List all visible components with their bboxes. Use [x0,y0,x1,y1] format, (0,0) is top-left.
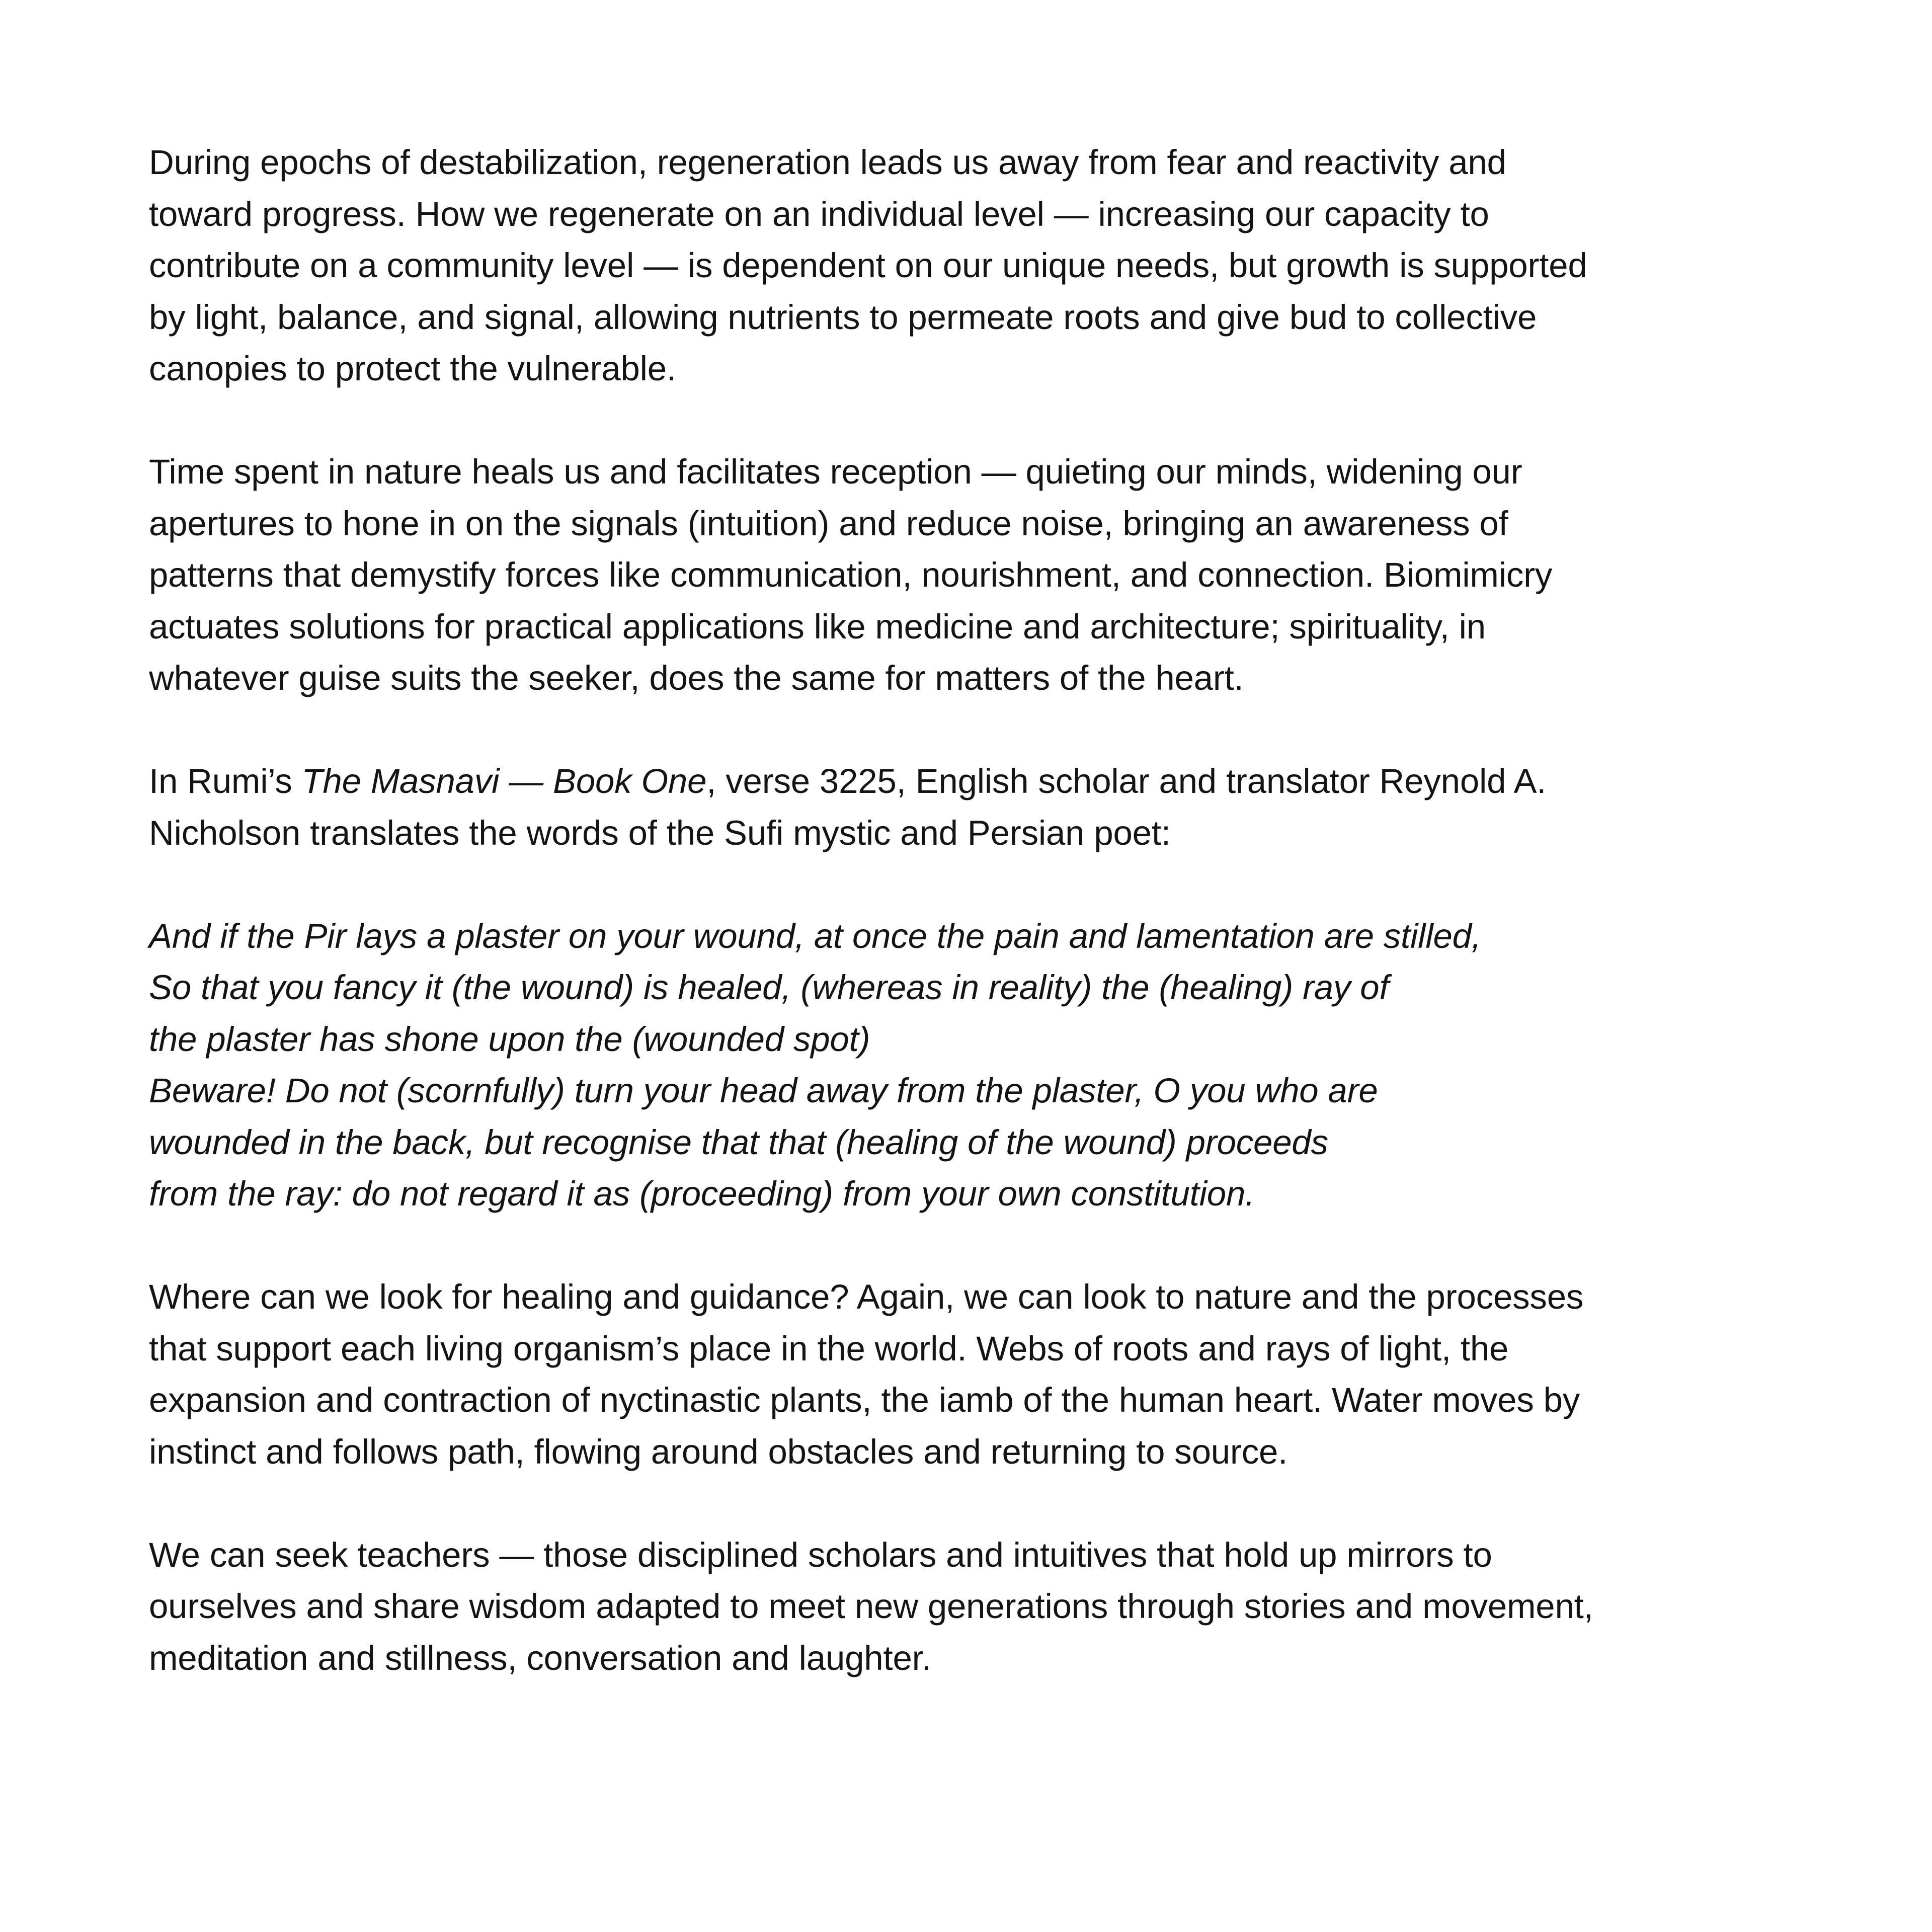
paragraph-nature: Time spent in nature heals us and facilitates reception — quieting our minds, widening our apertures to hone in on the signals (intuition) and reduce noise, bringing an awareness of patterns that demystify forces like communication, nourishment, and connection. Biomimicry actuates solutions for practical applications like medicine and architecture; spirituality, in whatever guise suits the seeker, does the same for matters of the heart. [149,452,1553,697]
book-title: The Masnavi — Book One [301,762,707,800]
paragraph-rumi-intro [149,756,1809,859]
rumi-intro-tail: , verse 3225, English scholar and translator Reynold A. Nicholson translates the words of the Sufi mystic and Persian poet: [149,762,1547,852]
masnavi-quote: And if the Pir lays a plaster on your wound, at once the pain and lamentation are stilled, So that you fancy it (the wound) is healed, (whereas in reality) the (healing) ray of the plaster has shone upon the (wounded spot) Beware! Do not (scornfully) turn your head away from the plaster, O you who are wounded in the back, but recognise that that (healing of the wound) proceeds from the ray: do not regard it as (proceeding) from your own constitution. [149,916,1481,1213]
paragraph-teachers: We can seek teachers — those disciplined scholars and intuitives that hold up mirrors to ourselves and share wisdom adapted to meet new generations through stories and movement, meditation and stillness, conversation and laughter. [149,1535,1593,1677]
rumi-intro-lead: In Rumi’s [149,762,302,800]
paragraph-guidance: Where can we look for healing and guidance? Again, we can look to nature and the processes that support each living organism’s place in the world. Webs of roots and rays of light, the expansion and contraction of nyctinastic plants, the iamb of the human heart. Water moves by instinct and follows path, flowing around obstacles and returning to source. [149,1277,1584,1471]
document-body [149,137,1809,1684]
paragraph-regeneration: During epochs of destabilization, regeneration leads us away from fear and reactivity and toward progress. How we regenerate on an individual level — increasing our capacity to contribute on a community level — is dependent on our unique needs, but growth is supported by light, balance, and signal, allowing nutrients to permeate roots and give bud to collective canopies to protect the vulnerable. [149,143,1587,388]
